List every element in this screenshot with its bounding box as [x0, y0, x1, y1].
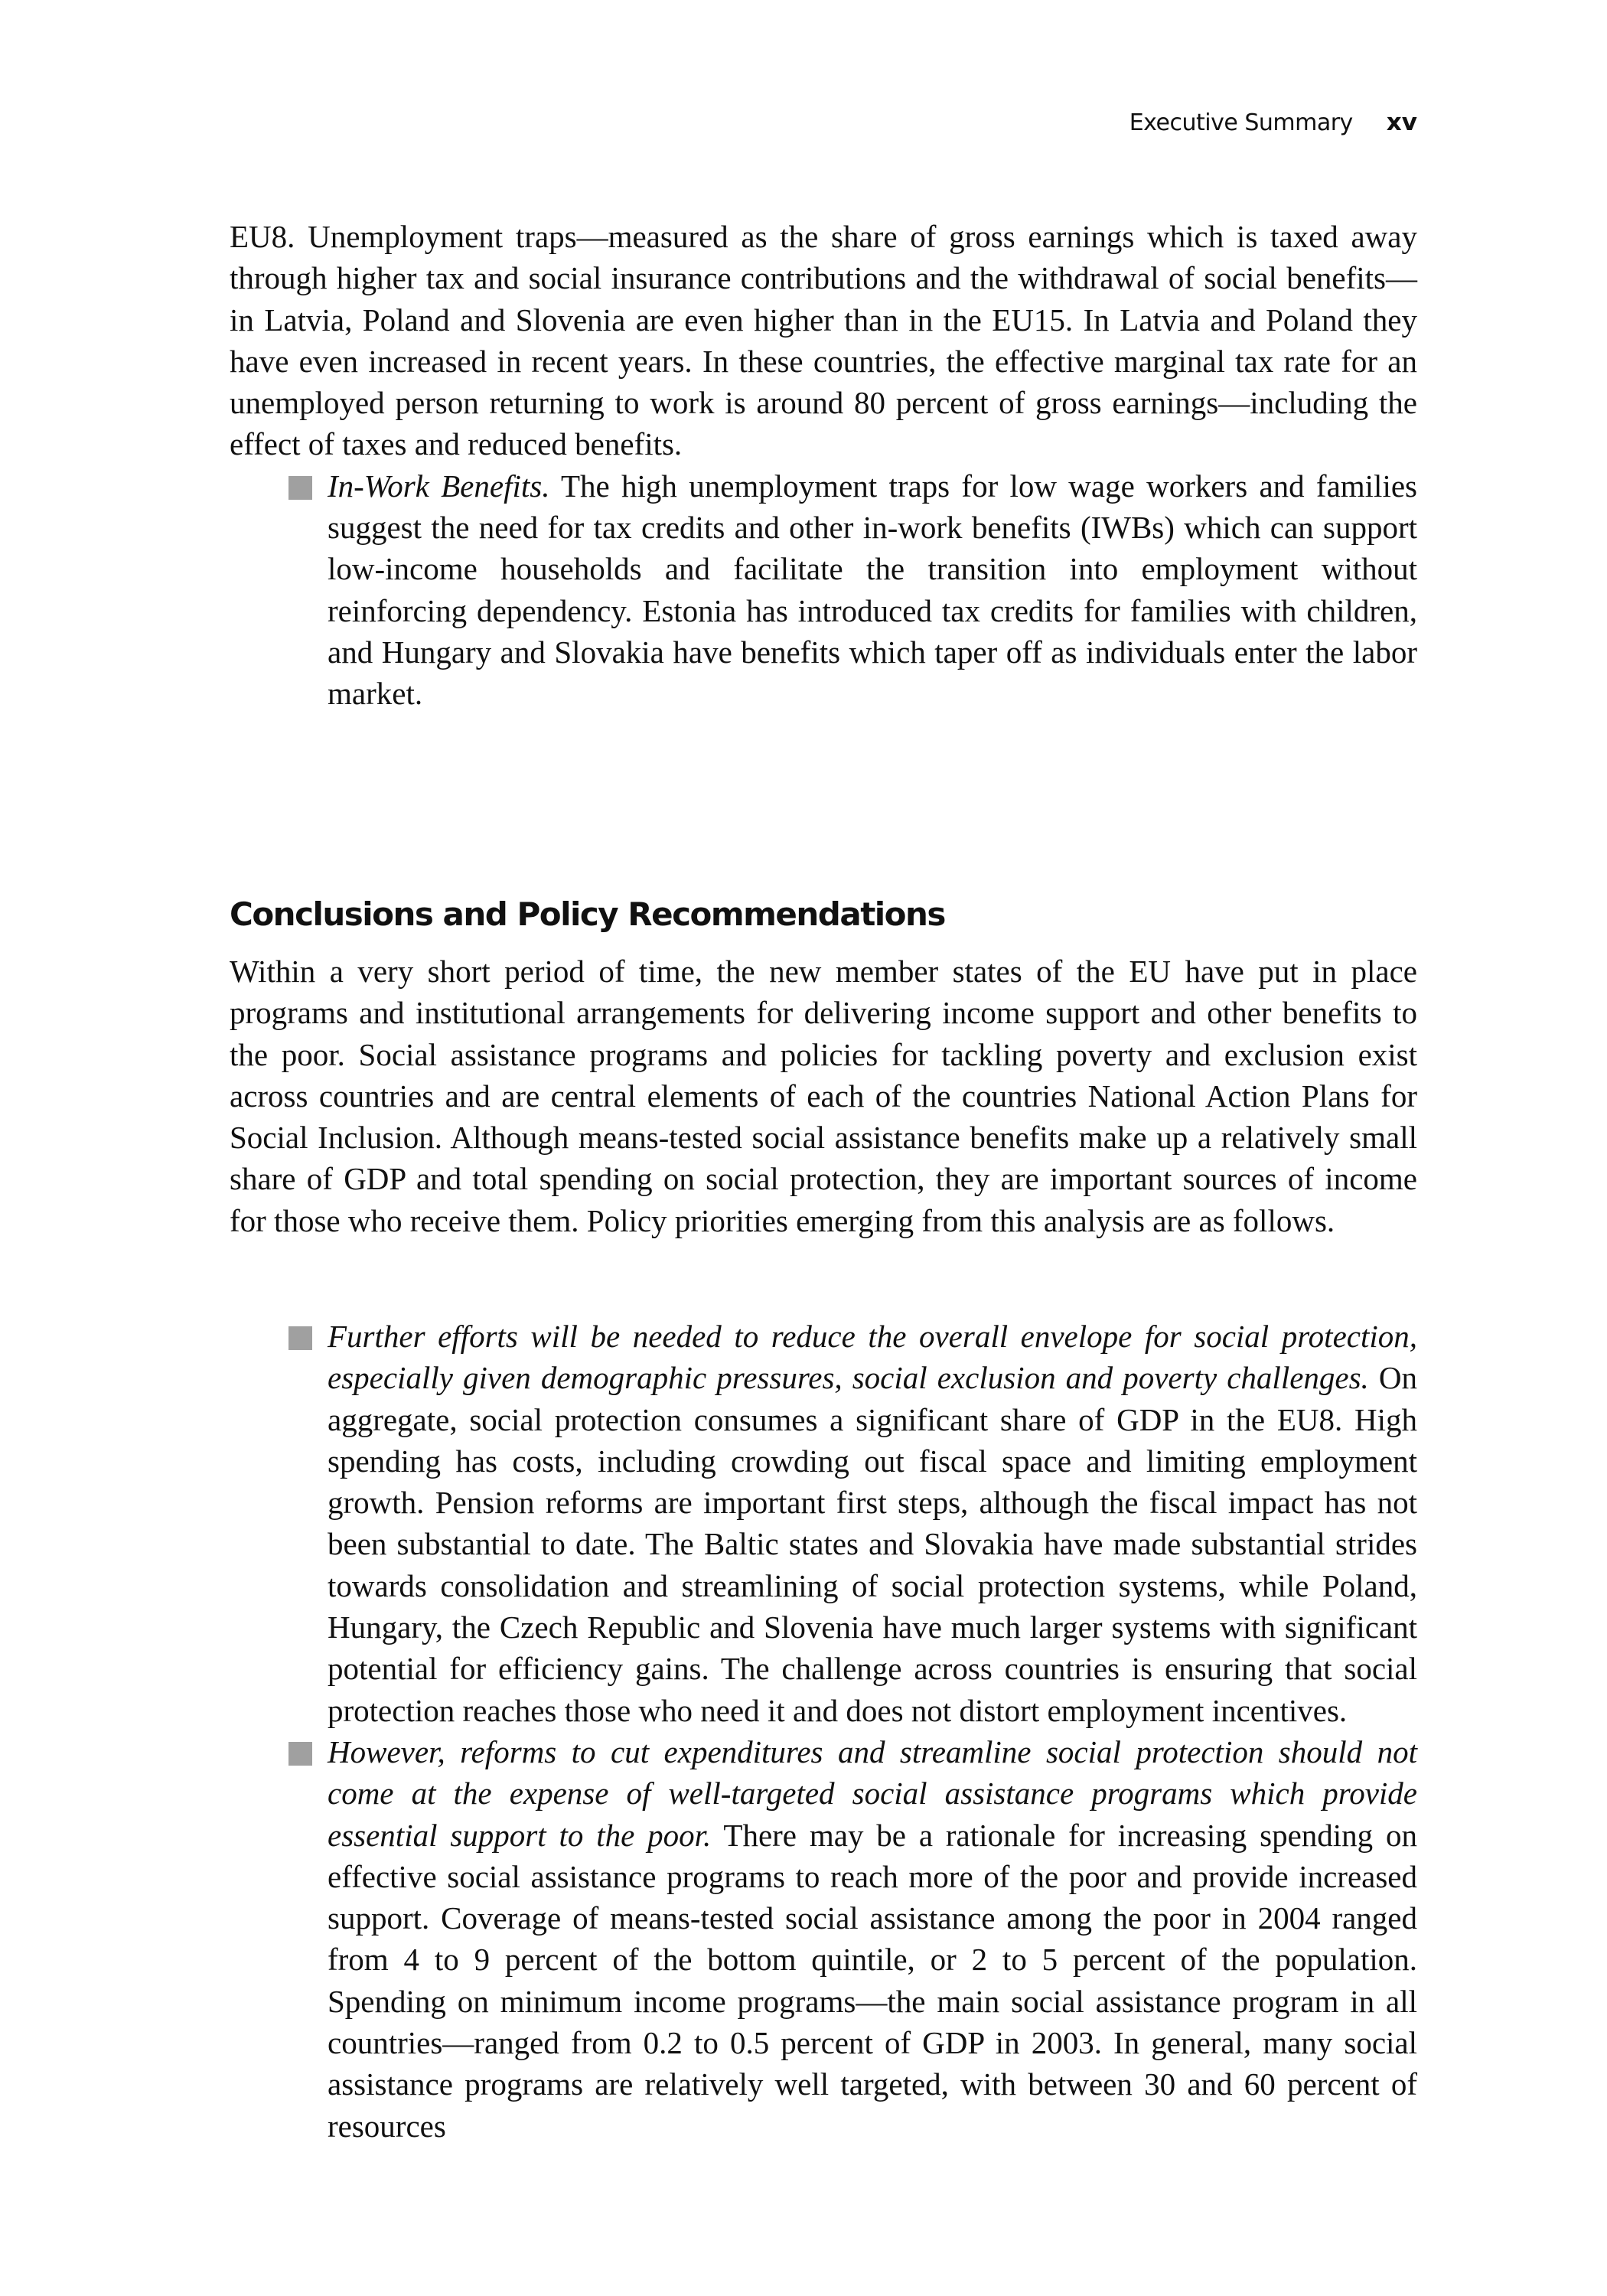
- list-item-recommendation-1: [230, 1316, 1417, 1731]
- bullet-list-recommendations: [230, 1316, 1417, 2147]
- page-number: xv: [1386, 109, 1417, 136]
- running-head: [1129, 109, 1417, 136]
- square-bullet-icon: [288, 1326, 312, 1350]
- square-bullet-icon: [288, 1742, 312, 1766]
- running-head-title: Executive Summary: [1129, 109, 1353, 136]
- bullet-text: There may be a rationale for increasing spending on effective social assistance programs to reach more of the poor and provide increased support. Coverage of means-tested social assistance among the poor in 2004 ranged from 4 to 9 percent of the bottom quintile, or 2 to 5 percent of the population. Spending on minimum income programs—the main social assistance program in all countries—ranged from 0.2 to 0.5 percent of GDP in 2003. In general, many social assistance programs are relatively well targeted, with between 30 and 60 percent of resources: [328, 1817, 1417, 2144]
- bullet-lead: In-Work Benefits.: [328, 468, 550, 504]
- bullet-lead: Further efforts will be needed to reduce the overall envelope for social protection, especially given demographic pressures, social exclusion and poverty challenges.: [328, 1319, 1417, 1396]
- bullet-list-top: [230, 465, 1417, 715]
- section-intro-paragraph: Within a very short period of time, the new member states of the EU have put in place programs and institutional arrangements for delivering income support and other benefits to the poor. Social assistance programs and policies for tackling poverty and exclusion exist across countries and are central elements of each of the countries National Action Plans for Social Inclusion. Although means-tested social assistance benefits make up a relatively small share of GDP and total spending on social protection, they are important sources of income for those who receive them. Policy priorities emerging from this analysis are as follows.: [230, 954, 1417, 1238]
- bullet-text: The high unemployment traps for low wage workers and families suggest the need for tax credits and other in-work benefits (IWBs) which can support low-income households and facilitate the transition into employment without reinforcing dependency. Estonia has introduced tax credits for families with children, and Hungary and Slovakia have benefits which taper off as individuals enter the labor market.: [328, 468, 1417, 712]
- bullet-text: On aggregate, social protection consumes a significant share of GDP in the EU8. High spending has costs, including crowding out fiscal space and limiting employment growth. Pension reforms are important first steps, although the fiscal impact has not been substantial to date. The Baltic states and Slovakia have made substantial strides towards consolidation and streamlining of social protection systems, while Poland, Hungary, the Czech Republic and Slovenia have much larger systems with significant potential for efficiency gains. The challenge across countries is ensuring that social protection reaches those who need it and does not distort employment incentives.: [328, 1360, 1417, 1728]
- square-bullet-icon: [288, 476, 312, 500]
- list-item-recommendation-2: [230, 1731, 1417, 2147]
- page-body: [230, 216, 1417, 2144]
- continued-paragraph: EU8. Unemployment traps—measured as the share of gross earnings which is taxed away through higher tax and social insurance contributions and the withdrawal of social benefits—in Latvia, Poland and Slovenia are even higher than in the EU15. In Latvia and Poland they have even increased in recent years. In these countries, the effective marginal tax rate for an unemployed person returning to work is around 80 percent of gross earnings—including the effect of taxes and reduced benefits.: [230, 219, 1417, 462]
- bullet-lead: However, reforms to cut expenditures and streamline social protection should not come at the expense of well-targeted social assistance programs which provide essential support to the poor.: [328, 1733, 1417, 1853]
- section-heading: Conclusions and Policy Recommendations: [230, 895, 945, 933]
- list-item-in-work-benefits: [230, 465, 1417, 715]
